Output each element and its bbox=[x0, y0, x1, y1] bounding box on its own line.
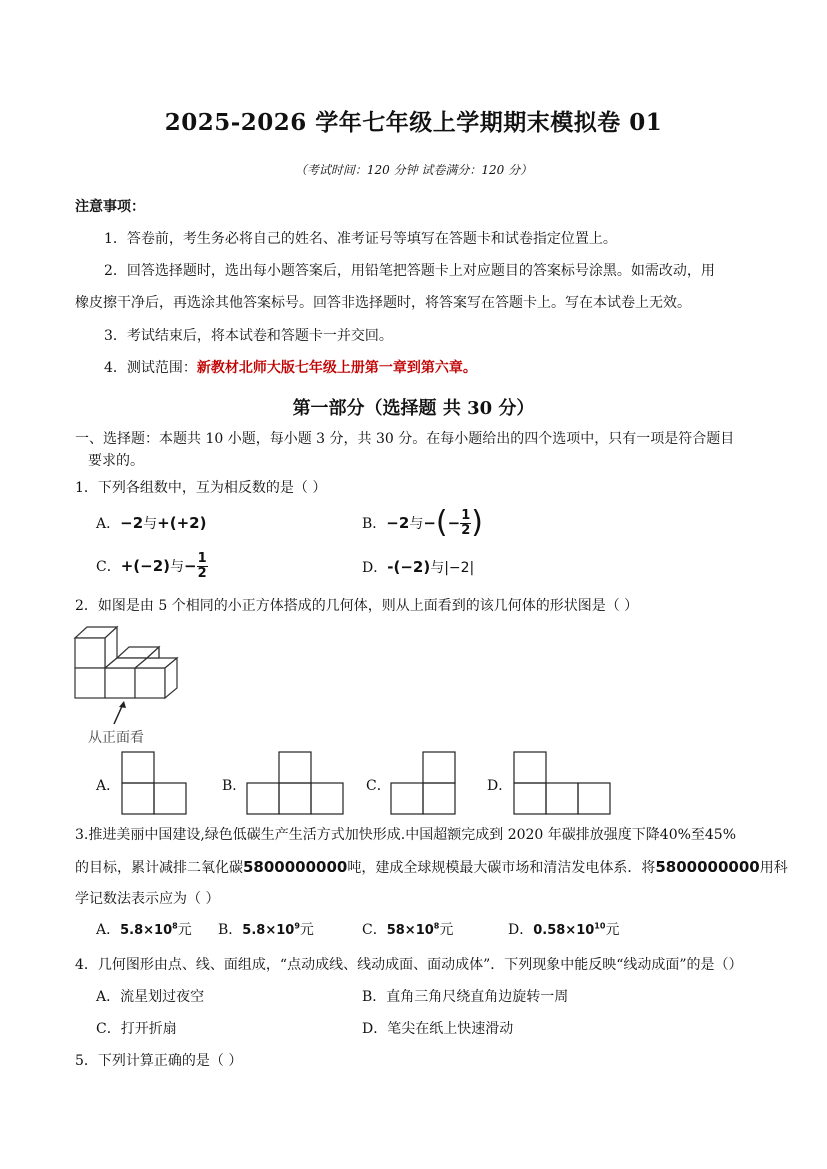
arrow-icon bbox=[110, 700, 130, 726]
q3-line3: 学记数法表示应为（ ） bbox=[75, 891, 220, 907]
notice-item-3: 3．考试结束后，将本试卷和答题卡一并交回。 bbox=[104, 328, 393, 344]
q1-option-a bbox=[96, 513, 206, 533]
cube-solid-figure bbox=[70, 622, 185, 702]
unit: 元 bbox=[177, 922, 192, 938]
q3-line2-a: 的目标，累计减排二氧化碳 bbox=[75, 860, 243, 876]
q3-line2 bbox=[75, 857, 788, 877]
exam-info: （考试时间：120 分钟 试卷满分：120 分） bbox=[294, 163, 533, 177]
denominator: 2 bbox=[461, 522, 471, 538]
option-label: B． bbox=[218, 922, 243, 938]
q4-stem: 4．几何图形由点、线、面组成，“点动成线、线动成面、面动成体”．下列现象中能反映“线动成面”的是（） bbox=[75, 957, 743, 973]
q1-option-b bbox=[362, 503, 483, 543]
q3-line1: 3.推进美丽中国建设,绿色低碳生产生活方式加快形成.中国超额完成到 2020 年碳排放强度下降40%至45% bbox=[75, 827, 737, 843]
option-label: B． bbox=[362, 516, 387, 532]
q1-a-left: −2 bbox=[120, 514, 144, 532]
q2-option-a-label: A． bbox=[96, 778, 121, 794]
part1-heading: 第一部分（选择题 共 30 分） bbox=[292, 398, 535, 419]
notice-item-2-cont: 橡皮擦干净后，再选涂其他答案标号。回答非选择题时，将答案写在答题卡上。写在本试卷上无效。 bbox=[75, 295, 691, 311]
q4-option-c: C．打开折扇 bbox=[96, 1021, 177, 1037]
q4-option-a: A．流星划过夜空 bbox=[96, 989, 205, 1005]
q5-stem: 5．下列计算正确的是（ ） bbox=[75, 1053, 243, 1069]
q1-c-fraction bbox=[197, 552, 208, 581]
unit: 元 bbox=[439, 922, 454, 938]
q1-option-c bbox=[96, 548, 208, 584]
q1-b-yu: 与 bbox=[409, 516, 424, 532]
q4-option-b: B．直角三角尺绕直角边旋转一周 bbox=[362, 989, 569, 1005]
unit: 元 bbox=[299, 922, 314, 938]
notice-item-2: 2．回答选择题时，选出每小题答案后，用铅笔把答题卡上对应题目的答案标号涂黑。如需改动，用 bbox=[104, 263, 715, 279]
notice-item-4-prefix: 4．测试范围： bbox=[104, 360, 197, 376]
q3-c-value: 58×10 bbox=[386, 923, 434, 938]
test-range: 新教材北师大版七年级上册第一章到第六章。 bbox=[196, 360, 477, 376]
q3-line2-c: 用科 bbox=[759, 860, 788, 876]
q3-option-a bbox=[96, 919, 192, 939]
q3-c-exp: 8 bbox=[433, 921, 440, 931]
notice-item-4 bbox=[104, 357, 477, 377]
q2-option-d-label: D． bbox=[487, 778, 513, 794]
q1-option-d bbox=[362, 557, 474, 577]
option-label: D． bbox=[362, 560, 388, 576]
q1-d-yu: 与 bbox=[430, 560, 445, 576]
q1-c-left: +(−2) bbox=[120, 557, 171, 575]
paren-left: ( bbox=[435, 505, 448, 540]
q3-option-d bbox=[508, 919, 619, 939]
q3-option-c bbox=[362, 919, 453, 939]
part1-intro-cont: 要求的。 bbox=[88, 453, 144, 469]
q3-b-exp: 9 bbox=[294, 921, 300, 931]
view-caption: 从正面看 bbox=[88, 730, 144, 746]
q2-option-c-label: C． bbox=[366, 778, 391, 794]
q1-d-right: |−2| bbox=[444, 560, 475, 576]
q2-option-b-figure bbox=[246, 751, 344, 815]
q3-b-value: 5.8×10 bbox=[242, 923, 295, 938]
option-label: C． bbox=[362, 922, 387, 938]
q1-c-yu: 与 bbox=[170, 559, 185, 575]
q1-c-minus: − bbox=[184, 557, 197, 575]
q1-a-yu: 与 bbox=[143, 516, 158, 532]
q1-stem: 1．下列各组数中，互为相反数的是（ ） bbox=[75, 480, 327, 496]
q4-option-d: D．笔尖在纸上快速滑动 bbox=[362, 1021, 514, 1037]
q1-b-left: −2 bbox=[386, 514, 410, 532]
q3-number: 5800000000 bbox=[243, 858, 348, 876]
q1-d-left: -(−2) bbox=[387, 558, 431, 576]
q2-option-c-figure bbox=[390, 751, 456, 815]
unit: 元 bbox=[605, 922, 620, 938]
q3-number-2: 5800000000 bbox=[655, 858, 760, 876]
option-label: A． bbox=[96, 516, 121, 532]
q1-b-fraction bbox=[460, 509, 471, 538]
numerator: 1 bbox=[197, 550, 207, 566]
numerator: 1 bbox=[461, 507, 471, 523]
q2-stem: 2．如图是由 5 个相同的小正方体搭成的几何体，则从上面看到的该几何体的形状图是（ ） bbox=[75, 598, 639, 614]
denominator: 2 bbox=[197, 565, 207, 581]
q3-line2-b: 吨，建成全球规模最大碳市场和清洁发电体系．将 bbox=[347, 860, 656, 876]
q2-option-b-label: B． bbox=[222, 778, 247, 794]
q3-d-value: 0.58×10 bbox=[533, 923, 595, 938]
q1-b-minus: − bbox=[423, 514, 436, 532]
option-label: C． bbox=[96, 559, 121, 575]
paren-right: ) bbox=[471, 505, 483, 540]
q1-b-inner-minus: − bbox=[447, 514, 461, 532]
part1-intro: 一、选择题：本题共 10 小题，每小题 3 分，共 30 分。在每小题给出的四个选项中，只有一项是符合题目 bbox=[75, 431, 735, 447]
q2-option-a-figure bbox=[121, 751, 187, 815]
notice-heading: 注意事项： bbox=[75, 199, 145, 215]
page-title: 2025-2026 学年七年级上学期期末模拟卷 01 bbox=[164, 109, 663, 136]
option-label: A． bbox=[96, 922, 121, 938]
q1-a-right: +(+2) bbox=[157, 514, 207, 532]
option-label: D． bbox=[508, 922, 534, 938]
q3-a-exp: 8 bbox=[172, 921, 178, 931]
q2-option-d-figure bbox=[513, 751, 611, 815]
notice-item-1: 1．答卷前，考生务必将自己的姓名、准考证号等填写在答题卡和试卷指定位置上。 bbox=[104, 231, 617, 247]
q3-a-value: 5.8×10 bbox=[120, 923, 173, 938]
q3-d-exp: 10 bbox=[594, 921, 606, 931]
q3-option-b bbox=[218, 919, 314, 939]
